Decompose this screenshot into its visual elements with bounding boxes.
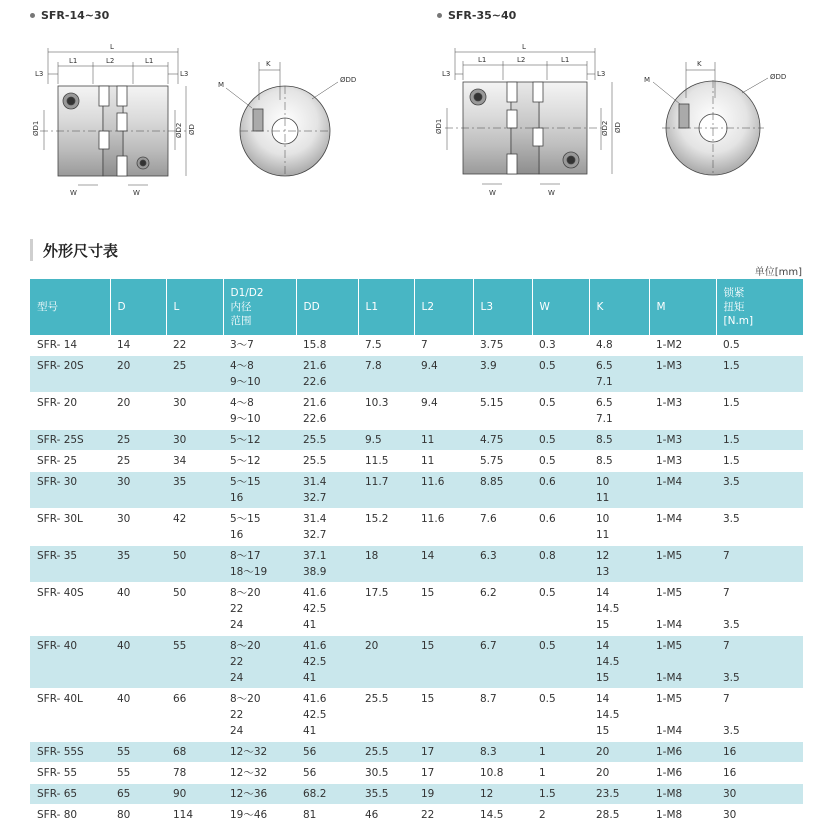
dim-W: W <box>133 189 140 197</box>
table-cell-dd: 25.5 <box>296 451 358 472</box>
dim-L3: L3 <box>442 70 451 78</box>
table-cell-model: SFR- 25S <box>30 430 110 451</box>
dim-D: ØD <box>188 124 196 135</box>
table-cell-w: 0.3 <box>532 335 589 356</box>
table-cell-m: 1-M3 <box>649 451 716 472</box>
table-cell-d: 35 <box>110 546 166 583</box>
table-cell-torque: 7 3.5 <box>716 636 803 689</box>
table-cell-l3: 7.6 <box>473 509 532 546</box>
dim-L: L <box>522 43 526 51</box>
table-cell-dd: 37.1 38.9 <box>296 546 358 583</box>
table-cell-d: 65 <box>110 784 166 805</box>
table-cell-dd: 81 <box>296 805 358 826</box>
table-cell-l3: 10.8 <box>473 763 532 784</box>
table-cell-l2: 9.4 <box>414 393 473 430</box>
dim-DD: ØDD <box>770 73 787 81</box>
table-cell-range: 4～8 9～10 <box>223 393 296 430</box>
table-cell-l: 22 <box>166 335 223 356</box>
table-cell-dd: 31.4 32.7 <box>296 472 358 509</box>
table-cell-m: 1-M8 <box>649 805 716 826</box>
dim-W: W <box>548 189 555 197</box>
end-view-small <box>226 62 338 176</box>
dim-W: W <box>70 189 77 197</box>
table-cell-l: 114 <box>166 805 223 826</box>
table-cell-w: 1 <box>532 763 589 784</box>
table-cell-d: 25 <box>110 451 166 472</box>
drawings-svg <box>0 0 828 215</box>
table-cell-l2: 17 <box>414 742 473 763</box>
end-view-small-labels <box>218 60 356 89</box>
table-row <box>30 784 803 805</box>
table-cell-l2: 11 <box>414 451 473 472</box>
table-cell-range: 5～15 16 <box>223 509 296 546</box>
table-cell-d: 40 <box>110 636 166 689</box>
table-cell-l3: 14.5 <box>473 805 532 826</box>
table-cell-w: 0.5 <box>532 451 589 472</box>
unit-label: 单位[mm] <box>754 267 802 278</box>
table-row <box>30 805 803 826</box>
table-cell-model: SFR- 55 <box>30 763 110 784</box>
table-cell-l1: 25.5 <box>358 689 414 742</box>
dim-W: W <box>489 189 496 197</box>
table-cell-m: 1-M5 1-M4 <box>649 636 716 689</box>
table-cell-range: 12～32 <box>223 763 296 784</box>
table-cell-model: SFR- 80 <box>30 805 110 826</box>
table-cell-l2: 17 <box>414 763 473 784</box>
table-cell-torque: 1.5 <box>716 356 803 393</box>
table-cell-l3: 4.75 <box>473 430 532 451</box>
table-cell-l2: 11.6 <box>414 509 473 546</box>
table-cell-l1: 15.2 <box>358 509 414 546</box>
table-cell-range: 8～17 18～19 <box>223 546 296 583</box>
table-row <box>30 509 803 546</box>
table-cell-k: 20 <box>589 742 649 763</box>
table-cell-range: 8～20 22 24 <box>223 636 296 689</box>
table-cell-l3: 12 <box>473 784 532 805</box>
table-row <box>30 742 803 763</box>
dim-L3: L3 <box>597 70 606 78</box>
dim-L1: L1 <box>145 57 154 65</box>
table-cell-torque: 1.5 <box>716 430 803 451</box>
table-row <box>30 546 803 583</box>
table-cell-l: 30 <box>166 430 223 451</box>
table-cell-l: 68 <box>166 742 223 763</box>
table-cell-k: 10 11 <box>589 472 649 509</box>
table-cell-l3: 8.3 <box>473 742 532 763</box>
table-cell-range: 4～8 9～10 <box>223 356 296 393</box>
dim-K: K <box>697 60 702 68</box>
table-cell-l: 50 <box>166 583 223 636</box>
table-cell-l1: 35.5 <box>358 784 414 805</box>
table-cell-l3: 8.85 <box>473 472 532 509</box>
table-header-cell: L <box>166 279 223 335</box>
table-cell-torque: 7 3.5 <box>716 689 803 742</box>
end-view-large <box>653 62 768 176</box>
table-header-cell: K <box>589 279 649 335</box>
table-cell-l3: 3.75 <box>473 335 532 356</box>
table-cell-l: 30 <box>166 393 223 430</box>
table-cell-k: 23.5 <box>589 784 649 805</box>
table-cell-l3: 3.9 <box>473 356 532 393</box>
table-row <box>30 356 803 393</box>
dim-D1: ØD1 <box>435 118 443 134</box>
table-cell-m: 1-M6 <box>649 763 716 784</box>
table-cell-d: 20 <box>110 393 166 430</box>
table-cell-l: 35 <box>166 472 223 509</box>
table-cell-model: SFR- 35 <box>30 546 110 583</box>
drawings-area <box>0 0 828 215</box>
table-header-cell: L2 <box>414 279 473 335</box>
table-cell-w: 2 <box>532 805 589 826</box>
table-cell-l1: 7.8 <box>358 356 414 393</box>
section-title-text: 外形尺寸表 <box>43 241 119 260</box>
table-cell-model: SFR- 30L <box>30 509 110 546</box>
table-cell-dd: 21.6 22.6 <box>296 393 358 430</box>
table-cell-m: 1-M5 <box>649 546 716 583</box>
table-cell-model: SFR- 30 <box>30 472 110 509</box>
dim-L: L <box>110 43 114 51</box>
table-cell-dd: 56 <box>296 742 358 763</box>
table-cell-dd: 31.4 32.7 <box>296 509 358 546</box>
table-cell-dd: 25.5 <box>296 430 358 451</box>
table-cell-range: 8～20 22 24 <box>223 689 296 742</box>
dimension-table <box>30 279 804 826</box>
table-cell-k: 8.5 <box>589 430 649 451</box>
table-cell-d: 40 <box>110 583 166 636</box>
table-cell-k: 10 11 <box>589 509 649 546</box>
table-cell-range: 8～20 22 24 <box>223 583 296 636</box>
table-cell-dd: 56 <box>296 763 358 784</box>
table-cell-l2: 15 <box>414 583 473 636</box>
table-row <box>30 763 803 784</box>
table-cell-l3: 5.75 <box>473 451 532 472</box>
table-cell-w: 0.5 <box>532 689 589 742</box>
table-cell-w: 0.5 <box>532 356 589 393</box>
table-cell-k: 14 14.5 15 <box>589 689 649 742</box>
table-cell-l3: 6.3 <box>473 546 532 583</box>
table-cell-torque: 16 <box>716 763 803 784</box>
table-cell-torque: 3.5 <box>716 509 803 546</box>
table-cell-w: 0.5 <box>532 393 589 430</box>
table-cell-model: SFR- 55S <box>30 742 110 763</box>
table-cell-d: 40 <box>110 689 166 742</box>
table-cell-l2: 15 <box>414 636 473 689</box>
dim-D2: ØD2 <box>175 122 183 138</box>
table-cell-l1: 18 <box>358 546 414 583</box>
table-header-cell: 锁紧 扭矩 [N.m] <box>716 279 803 335</box>
table-row <box>30 451 803 472</box>
table-row <box>30 393 803 430</box>
table-cell-l2: 19 <box>414 784 473 805</box>
table-header-cell: D1/D2 内径 范围 <box>223 279 296 335</box>
table-row <box>30 583 803 636</box>
table-cell-k: 4.8 <box>589 335 649 356</box>
table-cell-model: SFR- 40 <box>30 636 110 689</box>
drawing-label-large-text: SFR-35~40 <box>448 9 517 22</box>
dim-L1: L1 <box>69 57 78 65</box>
table-cell-dd: 41.6 42.5 41 <box>296 689 358 742</box>
table-cell-l1: 17.5 <box>358 583 414 636</box>
table-cell-l1: 9.5 <box>358 430 414 451</box>
table-row <box>30 430 803 451</box>
side-view-small <box>40 48 189 185</box>
table-cell-l: 25 <box>166 356 223 393</box>
table-cell-range: 5～15 16 <box>223 472 296 509</box>
table-cell-w: 0.5 <box>532 430 589 451</box>
dim-M: M <box>644 76 651 84</box>
table-cell-l1: 10.3 <box>358 393 414 430</box>
table-cell-l2: 7 <box>414 335 473 356</box>
table-cell-l3: 6.7 <box>473 636 532 689</box>
table-cell-l1: 25.5 <box>358 742 414 763</box>
table-cell-l2: 11 <box>414 430 473 451</box>
table-cell-dd: 21.6 22.6 <box>296 356 358 393</box>
table-cell-range: 12～36 <box>223 784 296 805</box>
dim-K: K <box>266 60 271 68</box>
table-cell-d: 80 <box>110 805 166 826</box>
table-cell-range: 3～7 <box>223 335 296 356</box>
table-cell-model: SFR- 20 <box>30 393 110 430</box>
table-cell-range: 12～32 <box>223 742 296 763</box>
table-cell-range: 5～12 <box>223 430 296 451</box>
table-cell-k: 28.5 <box>589 805 649 826</box>
table-cell-d: 55 <box>110 742 166 763</box>
table-header-cell: M <box>649 279 716 335</box>
table-cell-m: 1-M5 1-M4 <box>649 583 716 636</box>
table-cell-m: 1-M3 <box>649 356 716 393</box>
dim-L1: L1 <box>478 56 487 64</box>
table-cell-model: SFR- 40L <box>30 689 110 742</box>
table-cell-l1: 7.5 <box>358 335 414 356</box>
table-cell-m: 1-M4 <box>649 509 716 546</box>
table-cell-d: 30 <box>110 472 166 509</box>
table-cell-l2: 14 <box>414 546 473 583</box>
table-cell-dd: 41.6 42.5 41 <box>296 636 358 689</box>
table-cell-l: 66 <box>166 689 223 742</box>
table-cell-m: 1-M4 <box>649 472 716 509</box>
table-cell-w: 0.5 <box>532 636 589 689</box>
drawing-label-small-text: SFR-14~30 <box>41 9 110 22</box>
table-cell-w: 1.5 <box>532 784 589 805</box>
table-cell-l: 55 <box>166 636 223 689</box>
dim-D: ØD <box>614 122 622 133</box>
table-cell-k: 6.5 7.1 <box>589 393 649 430</box>
table-cell-model: SFR- 20S <box>30 356 110 393</box>
table-cell-m: 1-M6 <box>649 742 716 763</box>
table-cell-w: 0.6 <box>532 509 589 546</box>
table-cell-m: 1-M2 <box>649 335 716 356</box>
dim-D1: ØD1 <box>32 120 40 136</box>
table-cell-m: 1-M3 <box>649 393 716 430</box>
table-cell-w: 0.8 <box>532 546 589 583</box>
table-header-cell: L1 <box>358 279 414 335</box>
table-cell-dd: 15.8 <box>296 335 358 356</box>
table-header-cell: L3 <box>473 279 532 335</box>
table-cell-w: 0.5 <box>532 583 589 636</box>
table-cell-k: 14 14.5 15 <box>589 583 649 636</box>
table-cell-l2: 9.4 <box>414 356 473 393</box>
table-cell-model: SFR- 40S <box>30 583 110 636</box>
table-cell-d: 20 <box>110 356 166 393</box>
table-row <box>30 472 803 509</box>
table-header-cell: W <box>532 279 589 335</box>
table-row <box>30 689 803 742</box>
table-cell-model: SFR- 65 <box>30 784 110 805</box>
table-cell-model: SFR- 25 <box>30 451 110 472</box>
dim-DD: ØDD <box>340 76 357 84</box>
table-cell-torque: 30 <box>716 805 803 826</box>
table-cell-w: 0.6 <box>532 472 589 509</box>
table-cell-l1: 46 <box>358 805 414 826</box>
side-view-large <box>445 48 612 184</box>
table-body <box>30 335 803 826</box>
dim-L1: L1 <box>561 56 570 64</box>
table-cell-l1: 30.5 <box>358 763 414 784</box>
table-cell-l: 78 <box>166 763 223 784</box>
table-cell-l2: 11.6 <box>414 472 473 509</box>
table-cell-k: 6.5 7.1 <box>589 356 649 393</box>
table-cell-m: 1-M3 <box>649 430 716 451</box>
table-cell-range: 19～46 <box>223 805 296 826</box>
table-cell-dd: 41.6 42.5 41 <box>296 583 358 636</box>
table-cell-m: 1-M5 1-M4 <box>649 689 716 742</box>
table-cell-l2: 15 <box>414 689 473 742</box>
table-cell-w: 1 <box>532 742 589 763</box>
table-cell-torque: 7 <box>716 546 803 583</box>
table-cell-l2: 22 <box>414 805 473 826</box>
table-cell-l: 34 <box>166 451 223 472</box>
table-cell-m: 1-M8 <box>649 784 716 805</box>
table-cell-dd: 68.2 <box>296 784 358 805</box>
section-title-bar <box>30 239 33 261</box>
table-header-row <box>30 279 803 335</box>
table-cell-l: 42 <box>166 509 223 546</box>
table-cell-torque: 16 <box>716 742 803 763</box>
table-cell-k: 14 14.5 15 <box>589 636 649 689</box>
table-cell-l1: 11.7 <box>358 472 414 509</box>
table-cell-torque: 7 3.5 <box>716 583 803 636</box>
table-cell-k: 12 13 <box>589 546 649 583</box>
table-cell-l3: 5.15 <box>473 393 532 430</box>
dim-L3: L3 <box>180 70 189 78</box>
table-cell-l: 50 <box>166 546 223 583</box>
dim-L2: L2 <box>106 57 115 65</box>
table-cell-torque: 0.5 <box>716 335 803 356</box>
section-title <box>30 238 118 262</box>
dim-L2: L2 <box>517 56 526 64</box>
table-cell-l1: 11.5 <box>358 451 414 472</box>
table-cell-k: 20 <box>589 763 649 784</box>
table-cell-torque: 1.5 <box>716 451 803 472</box>
table-cell-model: SFR- 14 <box>30 335 110 356</box>
table-cell-l1: 20 <box>358 636 414 689</box>
table-cell-d: 55 <box>110 763 166 784</box>
table-header-cell: DD <box>296 279 358 335</box>
table-cell-d: 30 <box>110 509 166 546</box>
dim-M: M <box>218 81 225 89</box>
dim-D2: ØD2 <box>601 120 609 136</box>
table-header-cell: D <box>110 279 166 335</box>
table-row <box>30 636 803 689</box>
table-cell-torque: 1.5 <box>716 393 803 430</box>
table-header-cell: 型号 <box>30 279 110 335</box>
table-cell-d: 25 <box>110 430 166 451</box>
table-cell-range: 5～12 <box>223 451 296 472</box>
table-cell-l3: 6.2 <box>473 583 532 636</box>
table-row <box>30 335 803 356</box>
dim-L3: L3 <box>35 70 44 78</box>
table-cell-l: 90 <box>166 784 223 805</box>
table-cell-torque: 30 <box>716 784 803 805</box>
table-cell-d: 14 <box>110 335 166 356</box>
table-cell-torque: 3.5 <box>716 472 803 509</box>
table-cell-k: 8.5 <box>589 451 649 472</box>
table-cell-l3: 8.7 <box>473 689 532 742</box>
